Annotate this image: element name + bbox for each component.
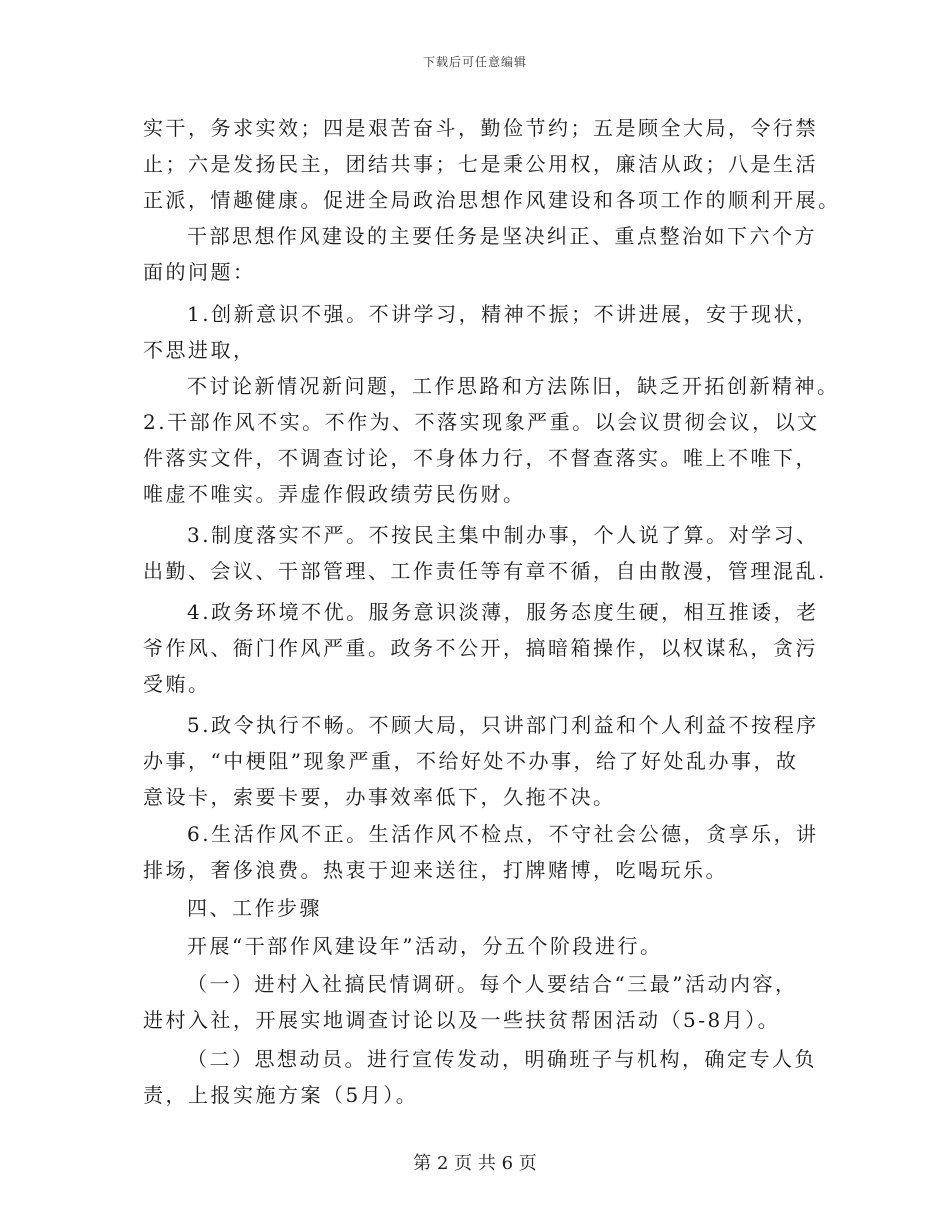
body-line: 不思进取， xyxy=(143,338,256,362)
body-line: 4.政务环境不优。服务意识淡薄，服务态度生硬，相互推诿，老 xyxy=(187,600,819,624)
body-line: 干部思想作风建设的主要任务是坚决纠正、重点整治如下六个方 xyxy=(187,224,817,248)
body-line: 唯虚不唯实。弄虚作假政绩劳民伤财。 xyxy=(143,482,526,506)
body-line: 意设卡，索要卡要，办事效率低下，久拖不决。 xyxy=(143,785,616,809)
footer-middle: 页 共 xyxy=(454,1153,496,1174)
body-line: 办事，“中梗阻”现象严重，不给好处不办事，给了好处乱办事，故 xyxy=(143,749,799,773)
footer-prefix: 第 xyxy=(413,1153,432,1174)
current-page-number: 2 xyxy=(436,1153,449,1174)
body-line: 5.政令执行不畅。不顾大局，只讲部门利益和个人利益不按程序 xyxy=(187,713,819,737)
body-line: 爷作风、衙门作风严重。政务不公开，搞暗箱操作，以权谋私，贪污 xyxy=(143,636,818,660)
total-page-count: 6 xyxy=(501,1153,514,1174)
body-line: 6.生活作风不正。生活作风不检点，不守社会公德，贪享乐，讲 xyxy=(187,822,819,846)
body-line: 开展“干部作风建设年”活动，分五个阶段进行。 xyxy=(187,934,663,958)
body-line: 出勤、会议、干部管理、工作责任等有章不循，自由散漫，管理混乱. xyxy=(143,559,827,583)
body-line: 受贿。 xyxy=(143,672,211,696)
section-heading: 四、工作步骤 xyxy=(187,896,322,920)
body-line: 3.制度落实不严。不按民主集中制办事，个人说了算。对学习、 xyxy=(187,523,819,547)
body-line: 实干，务求实效；四是艰苦奋斗，勤俭节约；五是顾全大局，令行禁 xyxy=(143,116,818,140)
body-line: 件落实文件，不调查讨论，不身体力行，不督查落实。唯上不唯下， xyxy=(143,446,818,470)
footer-suffix: 页 xyxy=(518,1153,537,1174)
body-line: 进村入社，开展实地调查讨论以及一些扶贫帮困活动（5-8月）。 xyxy=(143,1008,781,1032)
body-line: 1.创新意识不强。不讲学习，精神不振；不讲进展，安于现状， xyxy=(187,302,819,326)
body-line: 正派，情趣健康。促进全局政治思想作风建设和各项工作的顺利开展。 xyxy=(143,188,841,212)
body-line: 不讨论新情况新问题，工作思路和方法陈旧，缺乏开拓创新精神。 xyxy=(187,374,840,398)
body-line: （二）思想动员。进行宣传发动，明确班子与机构，确定专人负 xyxy=(187,1047,817,1071)
body-line: 止；六是发扬民主，团结共事；七是秉公用权，廉洁从政；八是生活 xyxy=(143,152,818,176)
page-footer xyxy=(0,1152,950,1176)
page-header: 下载后可任意编辑 xyxy=(422,55,527,69)
body-line: 面的问题： xyxy=(143,260,256,284)
body-line: 排场，奢侈浪费。热衷于迎来送往，打牌赌博，吃喝玩乐。 xyxy=(143,858,728,882)
body-line: 责，上报实施方案（5月）。 xyxy=(143,1083,419,1107)
body-line: （一）进村入社搞民情调研。每个人要结合“三最”活动内容， xyxy=(187,972,798,996)
body-line: 2.干部作风不实。不作为、不落实现象严重。以会议贯彻会议，以文 xyxy=(143,410,820,434)
